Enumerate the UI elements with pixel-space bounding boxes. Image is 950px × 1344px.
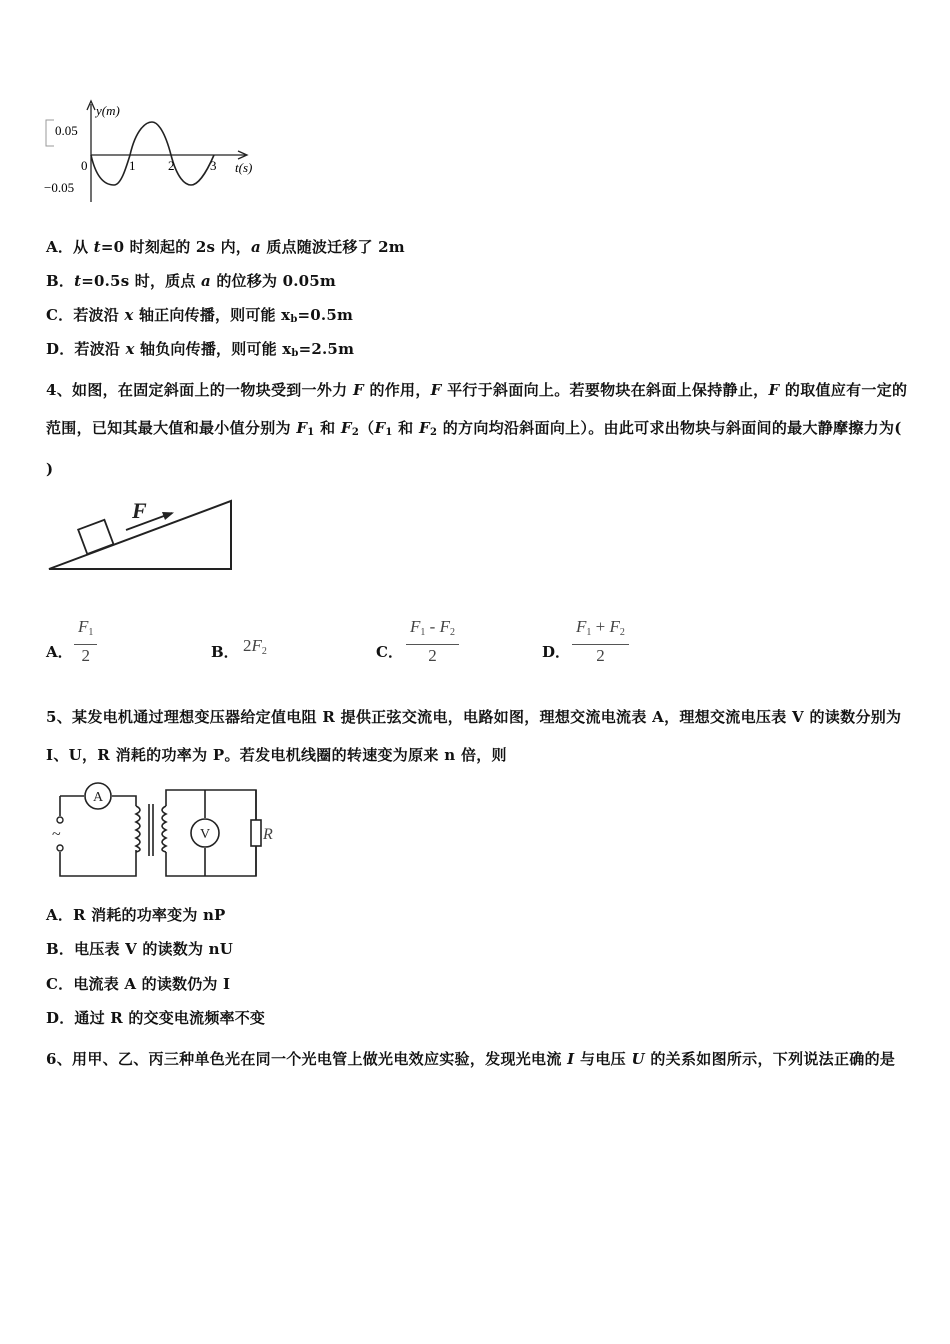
q5-option-b[interactable]: B．电压表 V 的读数为 nU (46, 940, 233, 958)
y-max-label: 0.05 (55, 123, 78, 138)
q4-option-b-label[interactable]: B． (211, 643, 239, 661)
circuit-diagram (50, 776, 282, 886)
q3-option-c[interactable]: C．若波沿 x 轴正向传播，则可能 $x_b=0.5m$ (46, 306, 354, 325)
y-min-label: −0.05 (44, 180, 75, 195)
force-label: F (132, 498, 147, 523)
wave-graph (40, 98, 270, 208)
q4-option-a-label[interactable]: A． (46, 643, 73, 661)
x-tick-3: 3 (210, 158, 217, 173)
q4-option-c-fraction[interactable]: $\frac{F1 - F2}{2}$ (406, 616, 459, 667)
q4-option-d-fraction[interactable]: $\frac{F1 + F2}{2}$ (572, 616, 629, 667)
q5-option-a[interactable]: A．R 消耗的功率变为 nP (46, 906, 226, 924)
resistor-label: R (263, 826, 273, 843)
q3-option-b[interactable]: B．t=0.5s 时，质点 a 的位移为 0.05m (46, 272, 336, 290)
x-tick-2: 2 (168, 158, 175, 173)
ammeter-label: A (93, 790, 104, 805)
ac-source-symbol: ~ (52, 826, 61, 843)
q6-stem: 6、用甲、乙、丙三种单色光在同一个光电管上做光电效应实验，发现光电流 I 与电压 U 的关系如图所示，下列说法正确的是 (46, 1050, 896, 1068)
y-axis-label: y(m) (96, 103, 120, 118)
q4-stem: 4、如图，在固定斜面上的一物块受到一外力 F 的作用，F 平行于斜面向上。若要物块在斜面上保持静止，F 的取值应有一定的范围，已知其最大值和最小值分别为 $F_1$ 和 $F_2(F_1$ 和 $F_2$ 的方向均沿斜面向上）。由此可求出物块与斜面间的最大静摩擦力为( ) (46, 381, 908, 478)
q5-option-c[interactable]: C．电流表 A 的读数仍为 I (46, 975, 231, 993)
q3-option-d[interactable]: D．若波沿 x 轴负向传播，则可能 $x_b=2.5m$ (46, 340, 355, 359)
q4-option-d-label[interactable]: D． (542, 643, 571, 661)
q3-option-a[interactable]: A．从 t=0 时刻起的 2s 内，a 质点随波迁移了 2m (46, 238, 405, 256)
q4-option-c-label[interactable]: C． (376, 643, 403, 661)
q4-option-a-fraction[interactable]: $\frac{F1}{2}$ (74, 616, 97, 667)
x-tick-1: 1 (129, 158, 136, 173)
graph-bracket-mark (46, 120, 54, 146)
incline-figure (44, 493, 240, 577)
origin-label: 0 (81, 158, 88, 173)
source-terminal-top (57, 817, 63, 823)
resistor (251, 820, 261, 846)
voltmeter-label: V (200, 827, 211, 842)
q4-option-b-expr[interactable]: 2F2 (243, 636, 267, 657)
q5-stem: 5、某发电机通过理想变压器给定值电阻 R 提供正弦交流电，电路如图，理想交流电流表 A，理想交流电压表 V 的读数分别为 I、U，R 消耗的功率为 P。若发电机线圈的转速变为原来 n 倍，则 (46, 708, 902, 764)
force-arrowhead (162, 512, 174, 520)
q5-option-d[interactable]: D．通过 R 的交变电流频率不变 (46, 1009, 266, 1027)
block (78, 520, 113, 554)
t-axis-label: t(s) (235, 160, 253, 175)
source-terminal-bottom (57, 845, 63, 851)
wave-curve (91, 122, 214, 185)
